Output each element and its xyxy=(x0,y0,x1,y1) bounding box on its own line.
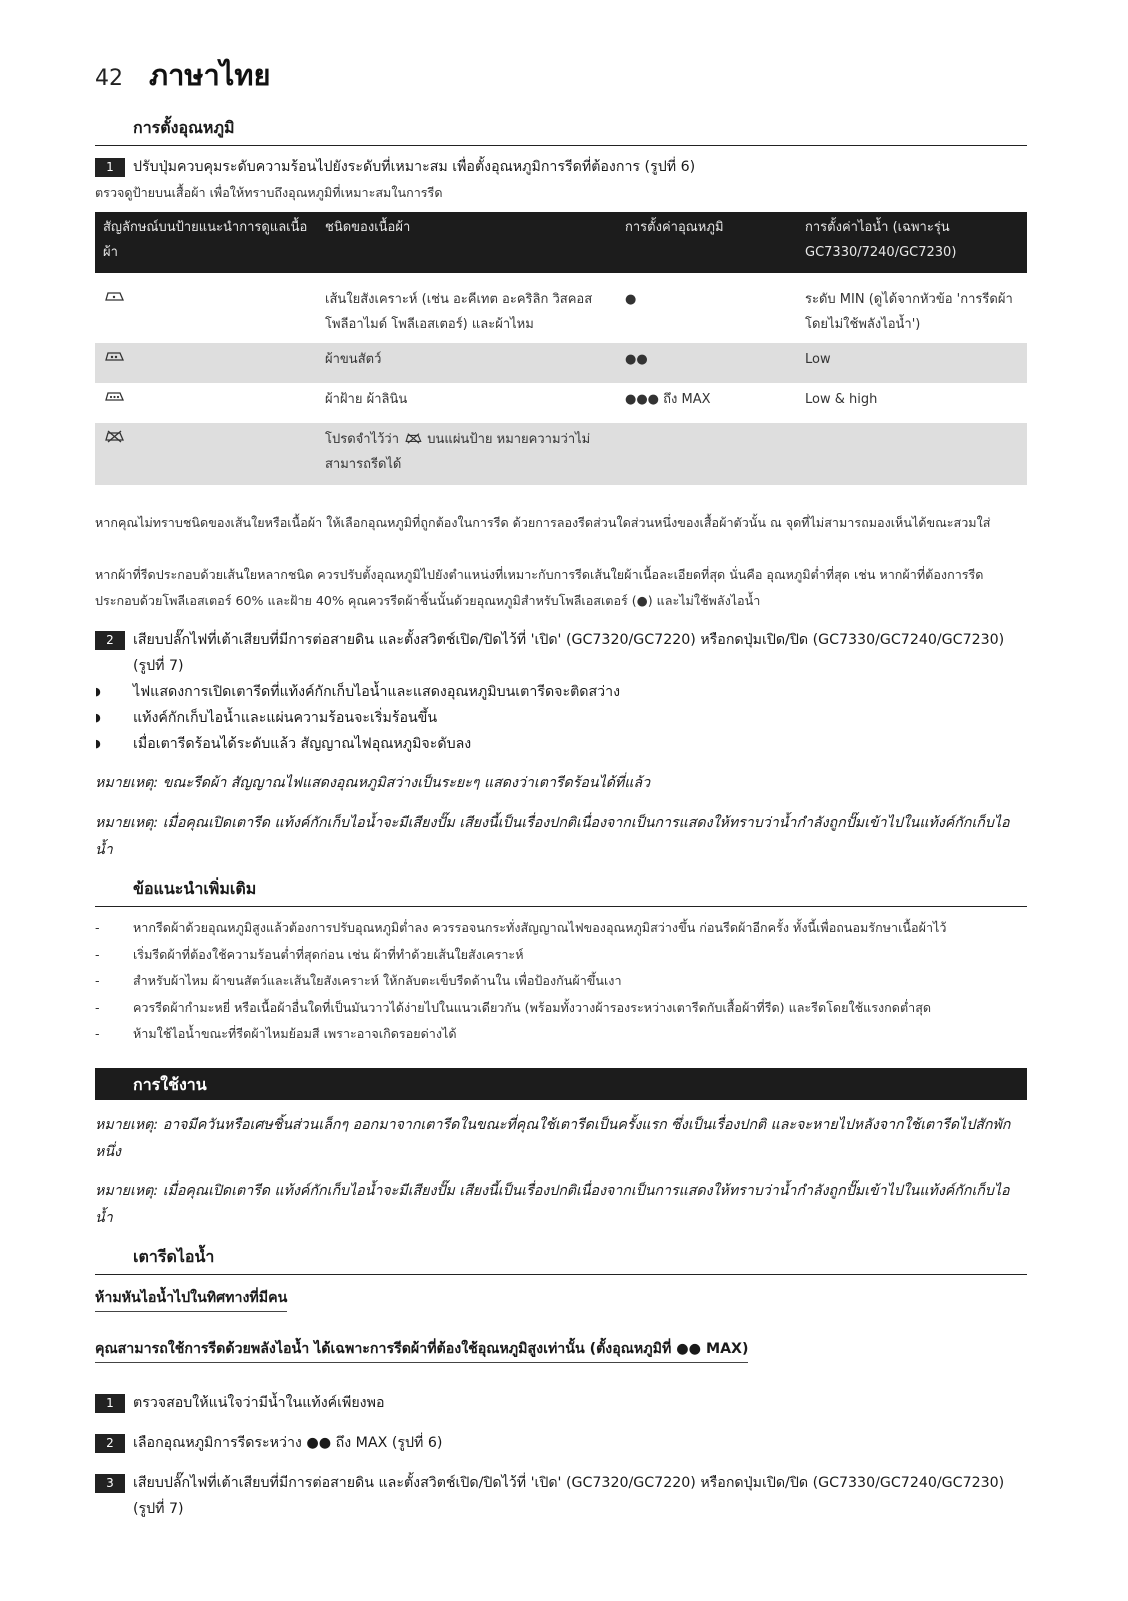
list-item: ◗ แท้งค์กักเก็บไอน้ำและแผ่นความร้อนจะเริ่มร้อนขึ้น xyxy=(95,705,1027,731)
step-3-plug-in xyxy=(95,1470,1027,1522)
fabric-cell: โปรดจำไว้ว่า บนแผ่นป้าย หมายความว่าไม่สามารถรีดได้ xyxy=(317,423,617,485)
bullet-arrow-icon: ◗ xyxy=(95,737,101,750)
step-number: 3 xyxy=(95,1474,125,1493)
bullet-arrow-icon: ◗ xyxy=(95,685,101,698)
section-heading-temperature: การตั้งอุณหภูมิ xyxy=(95,116,1027,146)
step-text: เลือกอุณหภูมิการรีดระหว่าง ●● ถึง MAX (รูปที่ 6) xyxy=(133,1435,443,1451)
tips-list xyxy=(95,915,1027,1048)
table-row xyxy=(95,383,1027,423)
list-item: - เริ่มรีดผ้าที่ต้องใช้ความร้อนต่ำที่สุดก่อน เช่น ผ้าที่ทำด้วยเส้นใยสังเคราะห์ xyxy=(95,946,524,962)
steam-cell xyxy=(797,423,1027,485)
list-item: ◗ ไฟแสดงการเปิดเตารีดที่แท้งค์กักเก็บไอน้ำและแสดงอุณหภูมิบนเตารีดจะติดสว่าง xyxy=(95,679,1027,705)
iron-crossed-inline-icon xyxy=(403,432,423,444)
fabric-cell: ผ้าขนสัตว์ xyxy=(317,343,617,383)
temperature-cell: ● xyxy=(625,292,637,307)
note-pump-sound: หมายเหตุ: เมื่อคุณเปิดเตารีด แท้งค์กักเก็บไอน้ำจะมีเสียงปั๊ม เสียงนี้เป็นเรื่องปกติเนื่องจากเป็นการแสดงให้ทราบว่าน้ำกำลังถูกปั๊มเข้าไปในแท้งค์กักเก็บไอน้ำ xyxy=(95,815,1010,858)
step-1-check-water xyxy=(95,1390,1027,1416)
page-header xyxy=(95,52,271,98)
fabric-cell: ผ้าฝ้าย ผ้าลินิน xyxy=(325,392,408,407)
column-header-fabric: ชนิดของเนื้อผ้า xyxy=(317,212,617,273)
section-heading-usage: การใช้งาน xyxy=(95,1068,1027,1100)
language-title: ภาษาไทย xyxy=(149,58,271,92)
step-text: เสียบปลั๊กไฟที่เต้าเสียบที่มีการต่อสายดิน และตั้งสวิตช์เปิด/ปิดไว้ที่ 'เปิด' (GC7320/GC7220) หรือกดปุ่มเปิด/ปิด (GC7330/GC7240/GC7230) (รูปที่ 7) xyxy=(133,632,1005,674)
section-heading-tips: ข้อแนะนำเพิ่มเติม xyxy=(95,877,1027,907)
bullet-arrow-icon: ◗ xyxy=(95,711,101,724)
fabric-cell: เส้นใยสังเคราะห์ (เช่น อะคีเทต อะคริลิก วิสคอส โพลีอาไมด์ โพลีเอสเตอร์) และผ้าไหม xyxy=(325,292,593,332)
steam-cell: Low & high xyxy=(805,392,878,407)
note-pump-sound-2: หมายเหตุ: เมื่อคุณเปิดเตารีด แท้งค์กักเก็บไอน้ำจะมีเสียงปั๊ม เสียงนี้เป็นเรื่องปกติเนื่องจากเป็นการแสดงให้ทราบว่าน้ำกำลังถูกปั๊มเข้าไปในแท้งค์กักเก็บไอน้ำ xyxy=(95,1183,1010,1226)
list-item: - ควรรีดผ้ากำมะหยี่ หรือเนื้อผ้าอื่นใดที่เป็นมันวาวได้ง่ายไปในแนวเดียวกัน (พร้อมทั้งวางผ้ารองระหว่างเตารีดกับเสื้อผ้าที่รีด) และรีดโดยใช้แรงกดต่ำสุด xyxy=(95,999,932,1015)
paragraph-unknown-fabric: หากคุณไม่ทราบชนิดของเส้นใยหรือเนื้อผ้า ให้เลือกอุณหภูมิที่ถูกต้องในการรีด ด้วยการลองรีดส่วนใดส่วนหนึ่งของเสื้อผ้าตัวนั้น ณ จุดที่ไม่สามารถมองเห็นได้ขณะสวมใส่ xyxy=(95,515,991,530)
list-item: - สำหรับผ้าไหม ผ้าขนสัตว์และเส้นใยสังเคราะห์ ให้กลับตะเข็บรีดด้านใน เพื่อป้องกันผ้าขึ้นเงา xyxy=(95,973,622,988)
list-item: - หากรีดผ้าด้วยอุณหภูมิสูงแล้วต้องการปรับอุณหภูมิต่ำลง ควรรอจนกระทั่งสัญญาณไฟของอุณหภูมิสว่างขึ้น ก่อนรีดผ้าอีกครั้ง ทั้งนี้เพื่อถนอมรักษาเนื้อผ้าไว้ xyxy=(95,920,947,935)
paragraph-mixed-fabric: หากผ้าที่รีดประกอบด้วยเส้นใยหลากชนิด ควรปรับตั้งอุณหภูมิไปยังตำแหน่งที่เหมาะกับการรีดเส้นใยผ้าเนื้อละเอียดที่สุด นั่นคือ อุณหภูมิต่ำที่สุด เช่น หากผ้าที่ต้องการรีดประกอบด้วยโพลีเอสเตอร์ 60% และฝ้าย 40% คุณควรรีดผ้าชิ้นนั้นด้วยอุณหภูมิสำหรับโพลีเอสเตอร์ (●) และไม่ใช้พลังไอน้ำ xyxy=(95,567,984,608)
temperature-cell: ●● xyxy=(617,343,797,383)
iron-crossed-icon xyxy=(95,423,317,485)
note-indicator-light: หมายเหตุ: ขณะรีดผ้า สัญญาณไฟแสดงอุณหภูมิสว่างเป็นระยะๆ แสดงว่าเตารีดร้อนได้ที่แล้ว xyxy=(95,775,651,791)
page-number: 42 xyxy=(95,66,123,91)
step-number: 2 xyxy=(95,631,125,650)
warning-steam-direction: ห้ามหันไอน้ำไปในทิศทางที่มีคน xyxy=(95,1287,287,1312)
step-1-temperature xyxy=(95,154,1027,180)
column-header-steam: การตั้งค่าไอน้ำ (เฉพาะรุ่น GC7330/7240/GC7230) xyxy=(797,212,1027,273)
column-header-symbol: สัญลักษณ์บนป้ายแนะนำการดูแลเนื้อผ้า xyxy=(95,212,317,273)
steam-cell: ระดับ MIN (ดูได้จากหัวข้อ 'การรีดผ้าโดยไม่ใช้พลังไอน้ำ') xyxy=(805,292,1013,332)
table-row xyxy=(95,283,1027,343)
section-heading-steam-iron: เตารีดไอน้ำ xyxy=(95,1245,1027,1275)
step-number: 1 xyxy=(95,158,125,177)
step-number: 2 xyxy=(95,1434,125,1453)
step-text: ตรวจสอบให้แน่ใจว่ามีน้ำในแท้งค์เพียงพอ xyxy=(133,1395,385,1411)
list-item: - ห้ามใช้ไอน้ำขณะที่รีดผ้าไหมย้อมสี เพราะอาจเกิดรอยด่างได้ xyxy=(95,1026,457,1041)
column-header-temperature: การตั้งค่าอุณหภูมิ xyxy=(617,212,797,273)
iron-two-dots-icon xyxy=(95,343,317,383)
iron-one-dot-icon xyxy=(95,283,317,343)
list-item: ◗ เมื่อเตารีดร้อนได้ระดับแล้ว สัญญาณไฟอุณหภูมิจะดับลง xyxy=(95,731,1027,757)
step-text: เสียบปลั๊กไฟที่เต้าเสียบที่มีการต่อสายดิน และตั้งสวิตช์เปิด/ปิดไว้ที่ 'เปิด' (GC7320/GC7220) หรือกดปุ่มเปิด/ปิด (GC7330/GC7240/GC7230) (รูปที่ 7) xyxy=(133,1475,1005,1517)
step-2-plug-in xyxy=(95,627,1027,679)
info-steam-high-temp: คุณสามารถใช้การรีดด้วยพลังไอน้ำ ได้เฉพาะการรีดผ้าที่ต้องใช้อุณหภูมิสูงเท่านั้น (ตั้งอุณหภูมิที่ ●● MAX) xyxy=(95,1338,748,1363)
temperature-cell xyxy=(617,423,797,485)
steam-cell: Low xyxy=(797,343,1027,383)
note-first-use-smoke: หมายเหตุ: อาจมีควันหรือเศษชิ้นส่วนเล็กๆ ออกมาจากเตารีดในขณะที่คุณใช้เตารีดเป็นครั้งแรก ซึ่งเป็นเรื่องปกติ และจะหายไปหลังจากใช้เตารีดไปสักพักหนึ่ง xyxy=(95,1117,1011,1160)
table-header-row xyxy=(95,212,1027,273)
iron-three-dots-icon xyxy=(95,383,317,423)
step-2-select-temperature xyxy=(95,1430,1027,1456)
fabric-temperature-table xyxy=(95,212,1027,485)
check-label-instruction: ตรวจดูป้ายบนเสื้อผ้า เพื่อให้ทราบถึงอุณหภูมิที่เหมาะสมในการรีด xyxy=(95,185,443,200)
table-row xyxy=(95,343,1027,383)
step-number: 1 xyxy=(95,1394,125,1413)
table-row xyxy=(95,423,1027,485)
temperature-cell: ●●● ถึง MAX xyxy=(625,392,711,407)
step-text: ปรับปุ่มควบคุมระดับความร้อนไปยังระดับที่เหมาะสม เพื่อตั้งอุณหภูมิการรีดที่ต้องการ (รูปที่ 6) xyxy=(133,159,696,175)
